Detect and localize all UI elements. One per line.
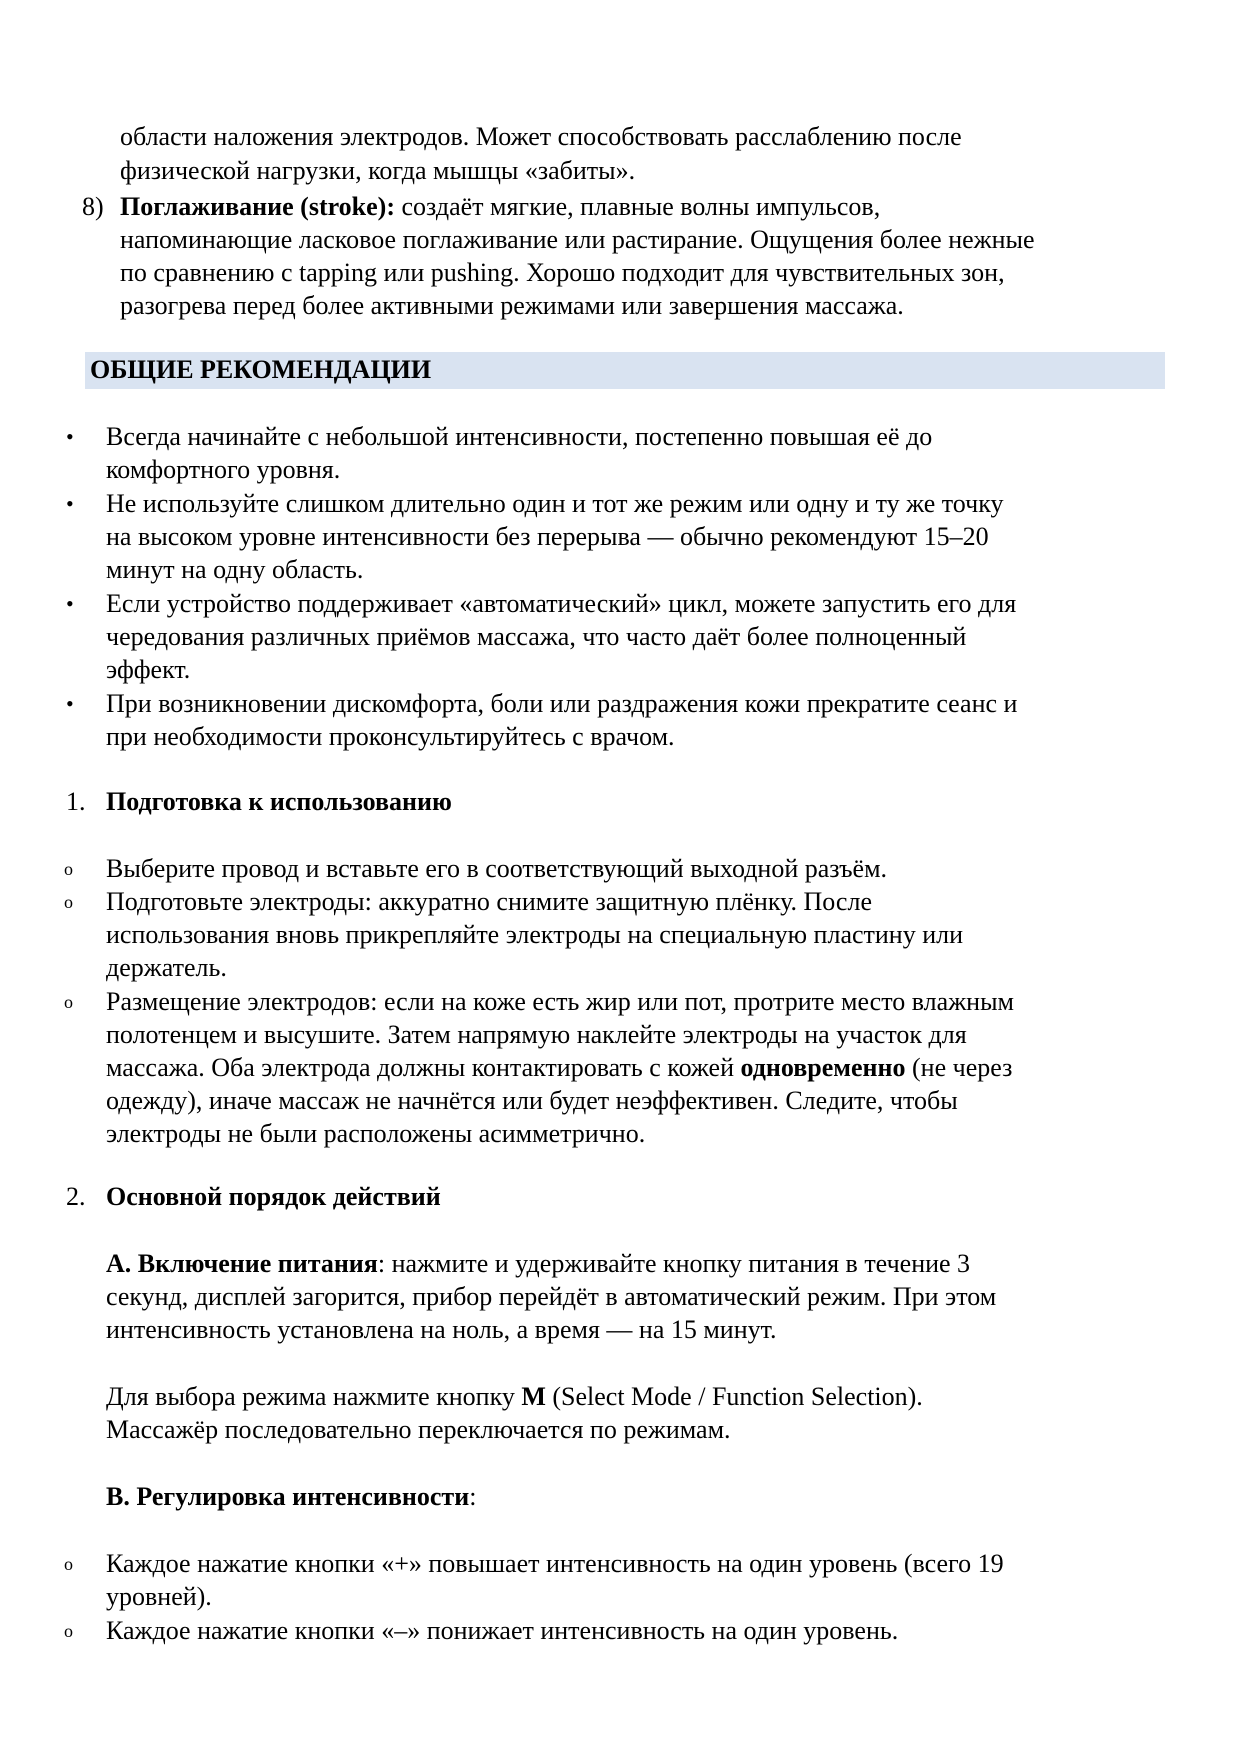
item8-line4: разогрева перед более активными режимами или завершения массажа. [120, 291, 904, 320]
section1-number: 1. [66, 787, 86, 816]
power-line2: секунд, дисплей загорится, прибор перейдёт в автоматический режим. При этом [106, 1282, 997, 1311]
item8-line2: напоминающие ласковое поглаживание или растирание. Ощущения более нежные [120, 225, 1035, 254]
bullet-3-line1: Если устройство поддерживает «автоматический» цикл, можете запустить его для [106, 589, 1017, 618]
sub-2-marker: o [64, 892, 73, 912]
section2-title [106, 1180, 441, 1214]
sub-2-line3: держатель. [106, 953, 227, 982]
bullet-2-line3: минут на одну область. [106, 555, 364, 584]
sub-3-line5: электроды не были расположены асимметрично. [106, 1119, 646, 1148]
item8-title: Поглаживание (stroke): [120, 192, 395, 221]
sub-3-line1: Размещение электродов: если на коже есть жир или пот, протрите место влажным [106, 987, 1014, 1016]
bullet-1-line1: Всегда начинайте с небольшой интенсивности, постепенно повышая её до [106, 422, 933, 451]
bullet-1-line2: комфортного уровня. [106, 455, 341, 484]
power-line1 [106, 1247, 970, 1281]
intensity-title-line [106, 1480, 476, 1514]
item8-line1 [120, 190, 880, 224]
item8-line3: по сравнению с tapping или pushing. Хорошо подходит для чувствительных зон, [120, 258, 1005, 287]
sub-1-marker: o [64, 859, 73, 879]
minus-marker: o [64, 1621, 73, 1641]
item8-number: 8) [82, 192, 104, 221]
power-title: А. Включение питания [106, 1249, 378, 1278]
minus-line1: Каждое нажатие кнопки «–» понижает интенсивность на один уровень. [106, 1616, 899, 1645]
sub-3-line2: полотенцем и высушите. Затем напрямую наклейте электроды на участок для [106, 1020, 967, 1049]
power-line3: интенсивность установлена на ноль, а время — на 15 минут. [106, 1315, 777, 1344]
mode-line1 [106, 1380, 923, 1414]
sub-3-line3-bold: одновременно [740, 1053, 906, 1082]
plus-line2: уровней). [106, 1582, 212, 1611]
bullet-4-line2: при необходимости проконсультируйтесь с врачом. [106, 722, 675, 751]
sub-1-line1: Выберите провод и вставьте его в соответствующий выходной разъём. [106, 854, 888, 883]
item7-line1: области наложения электродов. Может способствовать расслаблению после [120, 122, 962, 151]
bullet-2-marker: • [66, 491, 74, 516]
mode-line1-post: (Select Mode / Function Selection). [545, 1382, 923, 1411]
plus-line1: Каждое нажатие кнопки «+» повышает интенсивность на один уровень (всего 19 [106, 1549, 1004, 1578]
intensity-title: B. Регулировка интенсивности [106, 1482, 470, 1511]
section1-title-text: Подготовка к использованию [106, 787, 452, 816]
plus-marker: o [64, 1554, 73, 1574]
bullet-3-line3: эффект. [106, 655, 191, 684]
item7-line2: физической нагрузки, когда мышцы «забиты». [120, 156, 636, 185]
intensity-colon: : [469, 1482, 477, 1511]
sub-2-line2: использования вновь прикрепляйте электроды на специальную пластину или [106, 920, 964, 949]
bullet-3-marker: • [66, 591, 74, 616]
section2-number: 2. [66, 1182, 86, 1211]
section1-title [106, 785, 452, 819]
bullet-4-marker: • [66, 691, 74, 716]
sub-3-line4: одежду), иначе массаж не начнётся или будет неэффективен. Следите, чтобы [106, 1086, 958, 1115]
bullet-4-line1: При возникновении дискомфорта, боли или раздражения кожи прекратите сеанс и [106, 689, 1018, 718]
sub-3-marker: o [64, 992, 73, 1012]
bullet-2-line1: Не используйте слишком длительно один и тот же режим или одну и ту же точку [106, 489, 1004, 518]
sub-3-line3 [106, 1051, 1012, 1085]
mode-line1-pre: Для выбора режима нажмите кнопку [106, 1382, 522, 1411]
sub-2-line1: Подготовьте электроды: аккуратно снимите защитную плёнку. После [106, 887, 872, 916]
bullet-1-marker: • [66, 424, 74, 449]
section-heading: ОБЩИЕ РЕКОМЕНДАЦИИ [90, 355, 432, 384]
bullet-3-line2: чередования различных приёмов массажа, что часто даёт более полноценный [106, 622, 967, 651]
power-line1-rest: : нажмите и удерживайте кнопку питания в течение 3 [377, 1249, 971, 1278]
bullet-2-line2: на высоком уровне интенсивности без перерыва — обычно рекомендуют 15–20 [106, 522, 989, 551]
section2-title-text: Основной порядок действий [106, 1182, 441, 1211]
mode-key: M [521, 1382, 546, 1411]
item8-line1-rest: создаёт мягкие, плавные волны импульсов, [395, 192, 881, 221]
sub-3-line3-pre: массажа. Оба электрода должны контактировать с кожей [106, 1053, 741, 1082]
sub-3-line3-post: (не через [905, 1053, 1013, 1082]
mode-line2: Массажёр последовательно переключается по режимам. [106, 1415, 731, 1444]
